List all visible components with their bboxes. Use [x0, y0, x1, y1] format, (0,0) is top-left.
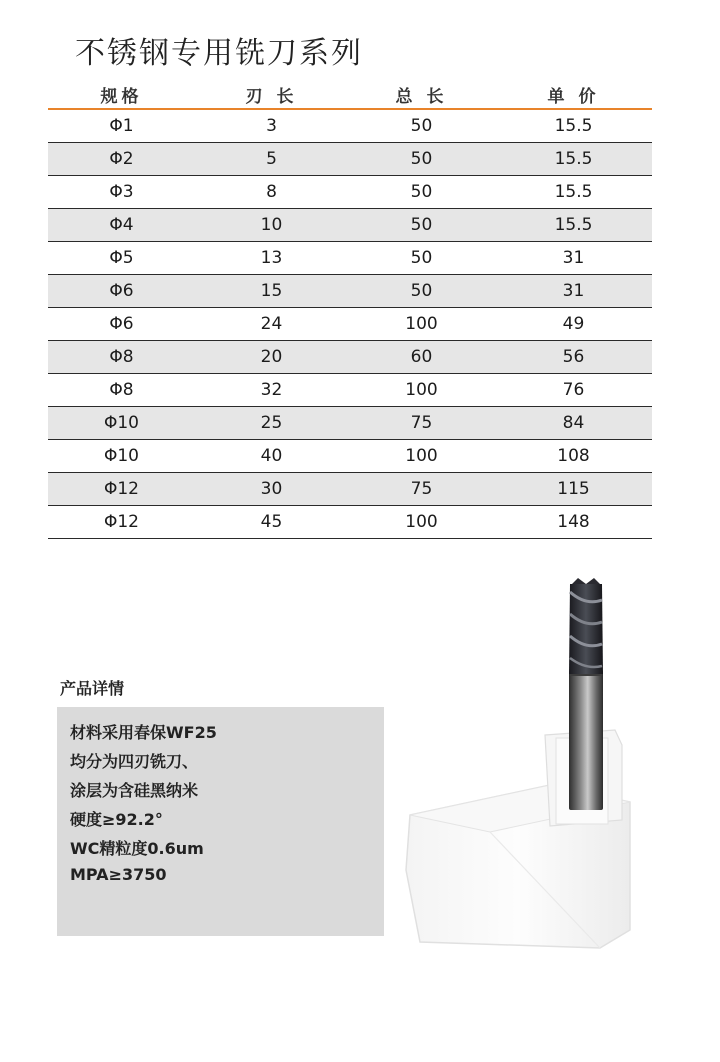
cell-unit-price: 31 — [495, 275, 652, 308]
cell-unit-price: 15.5 — [495, 143, 652, 176]
cell-total-length: 50 — [348, 242, 495, 275]
cell-spec: Φ5 — [48, 242, 195, 275]
cell-total-length: 75 — [348, 407, 495, 440]
table-row — [48, 341, 652, 374]
cell-unit-price: 31 — [495, 242, 652, 275]
cell-unit-price: 15.5 — [495, 176, 652, 209]
cell-spec: Φ10 — [48, 440, 195, 473]
cell-blade-length: 8 — [195, 176, 348, 209]
cell-blade-length: 24 — [195, 308, 348, 341]
cell-blade-length: 30 — [195, 473, 348, 506]
table-row — [48, 209, 652, 242]
details-line: 硬度≥92.2° — [70, 810, 163, 829]
details-line: MPA≥3750 — [70, 865, 167, 884]
cell-blade-length: 40 — [195, 440, 348, 473]
cell-spec: Φ12 — [48, 506, 195, 539]
cell-spec: Φ2 — [48, 143, 195, 176]
table-row — [48, 506, 652, 539]
cell-blade-length: 32 — [195, 374, 348, 407]
cell-spec: Φ1 — [48, 109, 195, 143]
table-row — [48, 308, 652, 341]
details-line: WC精粒度0.6um — [70, 839, 204, 858]
cell-total-length: 100 — [348, 374, 495, 407]
cell-unit-price: 84 — [495, 407, 652, 440]
cutter-shank — [569, 670, 603, 810]
cell-total-length: 75 — [348, 473, 495, 506]
header-unit-price: 单 价 — [495, 80, 652, 109]
table-row — [48, 242, 652, 275]
table-row — [48, 374, 652, 407]
cell-unit-price: 76 — [495, 374, 652, 407]
cell-total-length: 60 — [348, 341, 495, 374]
spec-table — [48, 80, 652, 539]
cutter-flutes — [569, 578, 603, 674]
cell-spec: Φ3 — [48, 176, 195, 209]
cell-spec: Φ6 — [48, 308, 195, 341]
table-row — [48, 275, 652, 308]
product-photo — [400, 570, 640, 950]
table-row — [48, 109, 652, 143]
cell-unit-price: 56 — [495, 341, 652, 374]
cell-blade-length: 45 — [195, 506, 348, 539]
cell-unit-price: 108 — [495, 440, 652, 473]
cell-blade-length: 25 — [195, 407, 348, 440]
details-line: 均分为四刃铣刀、 — [70, 752, 199, 771]
table-row — [48, 176, 652, 209]
cell-spec: Φ8 — [48, 341, 195, 374]
table-row — [48, 473, 652, 506]
cell-total-length: 50 — [348, 143, 495, 176]
header-blade-length: 刃 长 — [195, 80, 348, 109]
table-row — [48, 440, 652, 473]
table-header-row — [48, 80, 652, 109]
cell-total-length: 50 — [348, 176, 495, 209]
details-line: 材料采用春保WF25 — [70, 723, 217, 742]
page-title: 不锈钢专用铣刀系列 — [75, 36, 363, 71]
cell-spec: Φ8 — [48, 374, 195, 407]
cell-blade-length: 15 — [195, 275, 348, 308]
details-title: 产品详情 — [60, 679, 125, 698]
header-spec: 规格 — [48, 80, 195, 109]
cell-blade-length: 10 — [195, 209, 348, 242]
cell-unit-price: 15.5 — [495, 209, 652, 242]
cell-spec: Φ10 — [48, 407, 195, 440]
cell-total-length: 50 — [348, 209, 495, 242]
cell-spec: Φ4 — [48, 209, 195, 242]
details-line: 涂层为含硅黑纳米 — [70, 781, 199, 800]
cell-unit-price: 49 — [495, 308, 652, 341]
cell-total-length: 100 — [348, 308, 495, 341]
cell-spec: Φ6 — [48, 275, 195, 308]
cell-unit-price: 148 — [495, 506, 652, 539]
cell-spec: Φ12 — [48, 473, 195, 506]
header-total-length: 总 长 — [348, 80, 495, 109]
table-row — [48, 143, 652, 176]
cell-unit-price: 115 — [495, 473, 652, 506]
cell-total-length: 100 — [348, 506, 495, 539]
cell-blade-length: 13 — [195, 242, 348, 275]
cell-blade-length: 3 — [195, 109, 348, 143]
cell-total-length: 50 — [348, 275, 495, 308]
cell-blade-length: 20 — [195, 341, 348, 374]
cell-total-length: 100 — [348, 440, 495, 473]
cell-blade-length: 5 — [195, 143, 348, 176]
cell-total-length: 50 — [348, 109, 495, 143]
table-row — [48, 407, 652, 440]
cell-unit-price: 15.5 — [495, 109, 652, 143]
